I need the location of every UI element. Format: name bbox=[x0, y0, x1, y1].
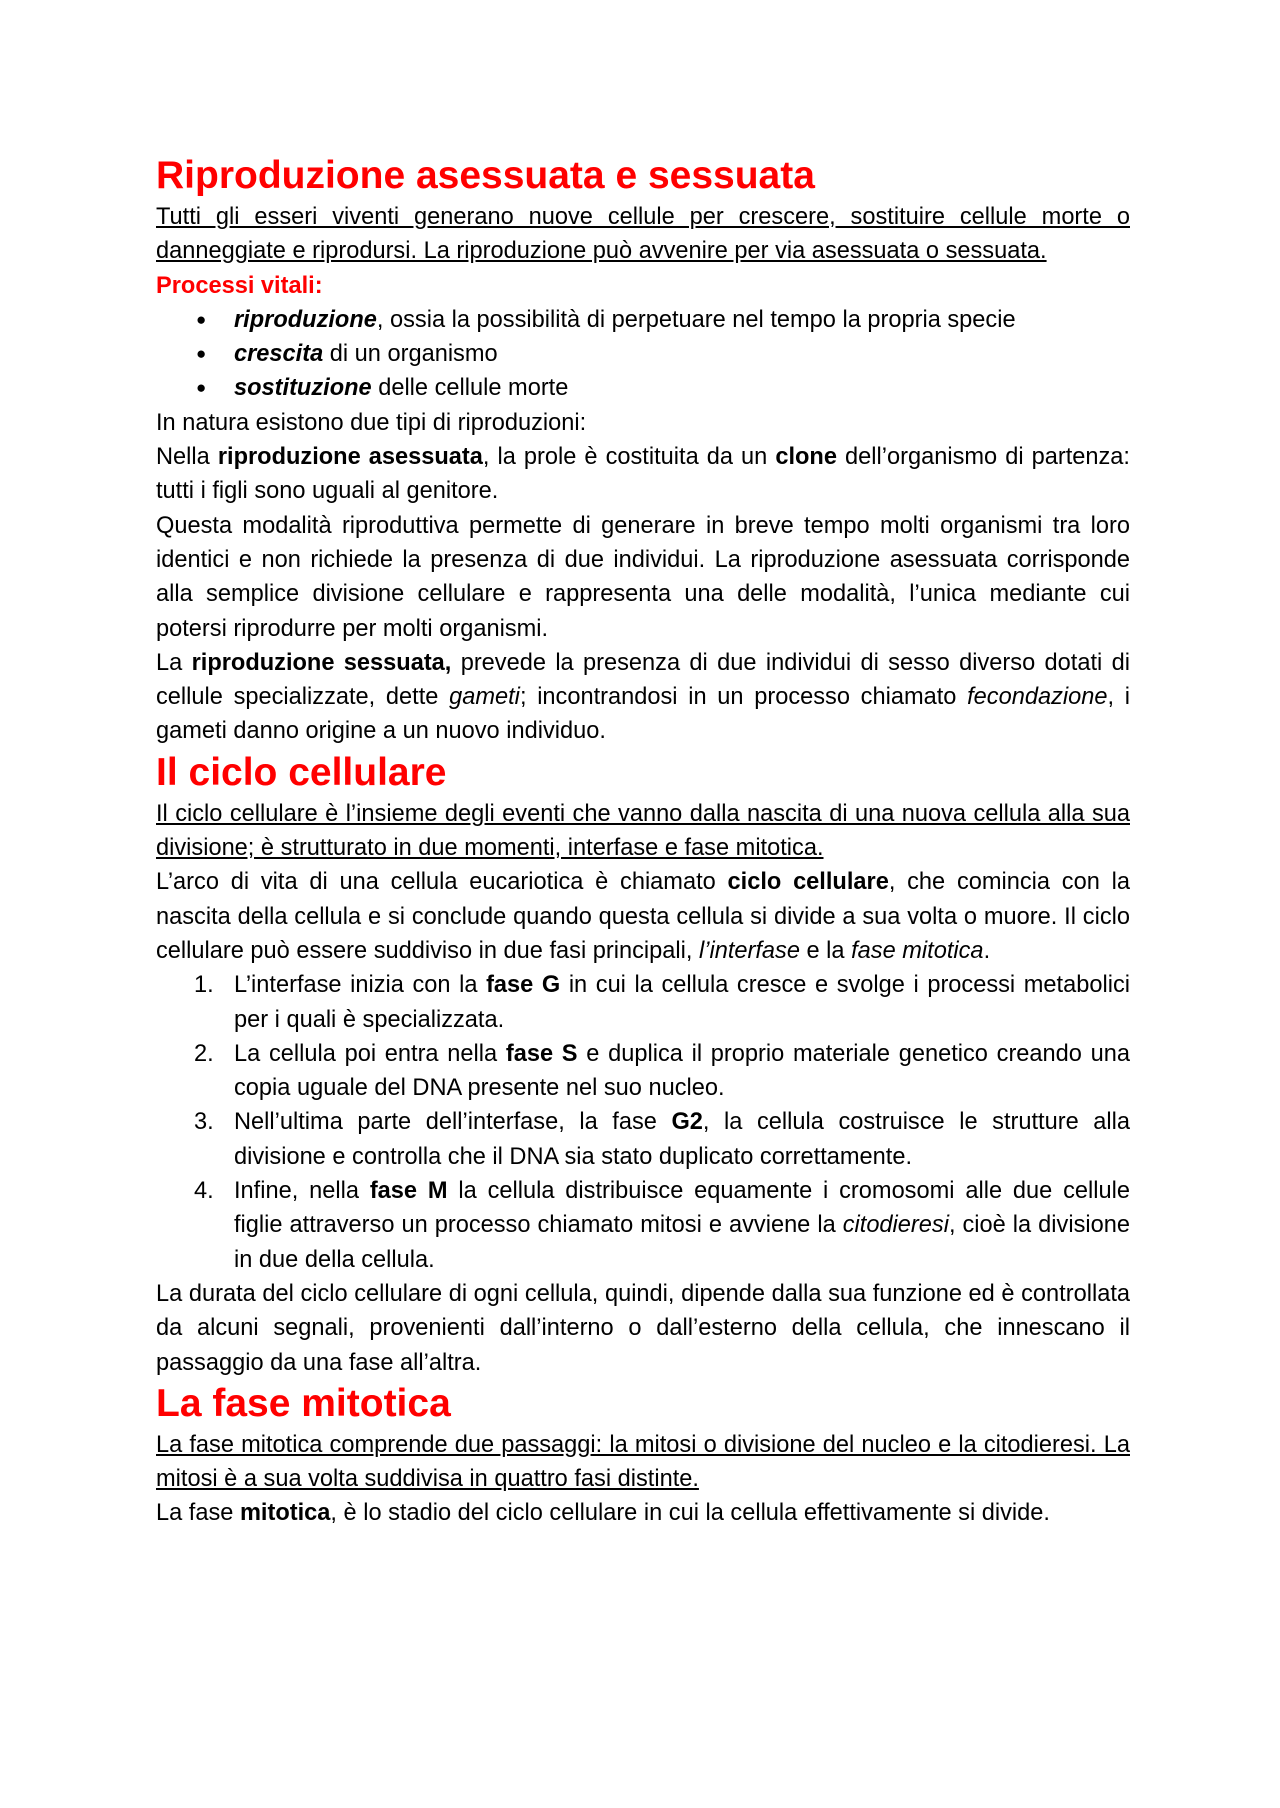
text-run: la cellula distribuisce equamente i cromosomi alle due cellule figlie attraverso un processo chiamato mitosi e avviene la bbox=[234, 1178, 1130, 1239]
paragraph: Questa modalità riproduttiva permette di generare in breve tempo molti organismi tra loro identici e non richiede la presenza di due individui. La riproduzione asessuata corrisponde alla semplice divisione cellulare e rappresenta una delle modalità, l’unica mediante cui potersi riprodurre per molti organismi. bbox=[156, 512, 1130, 642]
text-run: , è lo stadio del ciclo cellulare in cui la cellula effettivamente si divide. bbox=[330, 1500, 1050, 1527]
bold-run: fase S bbox=[505, 1040, 578, 1067]
list-item bbox=[194, 1174, 1130, 1277]
text-run: L’arco di vita di una cellula eucariotica è chiamato bbox=[156, 869, 728, 896]
italic-run: citodieresi bbox=[842, 1212, 949, 1239]
bold-run: riproduzione asessuata bbox=[217, 444, 483, 471]
text-run: ; incontrandosi in un processo chiamato bbox=[519, 684, 968, 711]
bold-run: riproduzione sessuata, bbox=[191, 649, 452, 676]
section-intro: Il ciclo cellulare è l’insieme degli eventi che vanno dalla nascita di una nuova cellula alla sua divisione; è strutturato in due momenti, interfase e fase mitotica. bbox=[156, 800, 1130, 862]
paragraph bbox=[156, 865, 1130, 968]
bullet-term: sostituzione bbox=[234, 375, 372, 402]
paragraph bbox=[156, 1496, 1130, 1530]
list-number: 4. bbox=[194, 1178, 214, 1205]
bullet-text: delle cellule morte bbox=[371, 375, 569, 402]
bullet-text: di un organismo bbox=[323, 341, 498, 368]
list-item bbox=[196, 371, 1130, 405]
paragraph: In natura esistono due tipi di riproduzioni: bbox=[156, 409, 587, 436]
section-intro: La fase mitotica comprende due passaggi: la mitosi o divisione del nucleo e la citodieresi. La mitosi è a sua volta suddivisa in quattro fasi distinte. bbox=[156, 1431, 1130, 1493]
list-item bbox=[196, 303, 1130, 337]
section-intro: Tutti gli esseri viventi generano nuove cellule per crescere, sostituire cellule morte o danneggiate e riprodursi. La riproduzione può avvenire per via asessuata o sessuata. bbox=[156, 204, 1130, 265]
bullet-term: riproduzione bbox=[234, 306, 377, 333]
text-run: e duplica il proprio materiale genetico creando una copia uguale del DNA presente nel suo nucleo. bbox=[234, 1040, 1130, 1102]
italic-run: gameti bbox=[449, 684, 520, 711]
text-run: , i gameti danno origine a un nuovo individuo. bbox=[156, 684, 1130, 745]
bullet-text: , ossia la possibilità di perpetuare nel tempo la propria specie bbox=[376, 306, 1016, 333]
bold-run: fase M bbox=[369, 1178, 448, 1205]
bullet-term: crescita bbox=[234, 341, 324, 368]
paragraph bbox=[156, 646, 1130, 749]
text-run: , la cellula costruisce le strutture alla divisione e controlla che il DNA sia stato duplicato correttamente. bbox=[234, 1109, 1130, 1170]
section-title-riproduzione: Riproduzione asessuata e sessuata bbox=[156, 154, 815, 197]
paragraph: La durata del ciclo cellulare di ogni cellula, quindi, dipende dalla sua funzione ed è controllata da alcuni segnali, provenienti dall’interno o dall’esterno della cellula, che innescano il passaggio da una fase all’altra. bbox=[156, 1280, 1130, 1376]
text-run: . bbox=[983, 937, 991, 964]
text-run: , che comincia con la nascita della cellula e si conclude quando questa cellula si divide a sua volta o muore. Il ciclo cellulare può essere suddiviso in due fasi principali, bbox=[156, 869, 1130, 964]
subheading-processi-vitali: Processi vitali: bbox=[156, 272, 323, 299]
italic-run: l’interfase bbox=[698, 937, 800, 964]
bold-run: clone bbox=[775, 444, 837, 471]
list-item bbox=[194, 1105, 1130, 1174]
numbered-list bbox=[156, 968, 1130, 1277]
bold-run: ciclo cellulare bbox=[727, 869, 889, 896]
text-run: Nell’ultima parte dell’interfase, la fase bbox=[234, 1109, 672, 1136]
text-run: La bbox=[156, 649, 192, 676]
text-run: , cioè la divisione in due della cellula. bbox=[234, 1212, 1130, 1273]
text-run: prevede la presenza di due individui di sesso diverso dotati di cellule specializzate, dette bbox=[156, 649, 1130, 711]
italic-run: fecondazione bbox=[967, 684, 1108, 711]
text-run: Infine, nella bbox=[234, 1178, 370, 1205]
text-run: , la prole è costituita da un bbox=[482, 444, 776, 471]
bullet-list bbox=[156, 303, 1130, 406]
list-number: 1. bbox=[194, 972, 214, 999]
text-run: Nella bbox=[156, 444, 218, 471]
bold-run: fase G bbox=[486, 972, 561, 999]
list-number: 3. bbox=[194, 1109, 214, 1136]
bold-run: mitotica bbox=[239, 1500, 331, 1527]
list-number: 2. bbox=[194, 1040, 214, 1067]
text-run: La fase bbox=[156, 1500, 240, 1527]
paragraph bbox=[156, 440, 1130, 509]
list-item bbox=[194, 1037, 1130, 1106]
text-run: La cellula poi entra nella bbox=[234, 1040, 506, 1067]
list-item bbox=[194, 968, 1130, 1037]
text-run: L’interfase inizia con la bbox=[234, 972, 487, 999]
list-item bbox=[196, 337, 1130, 371]
bold-run: G2 bbox=[671, 1109, 703, 1136]
section-title-ciclo-cellulare: Il ciclo cellulare bbox=[156, 750, 447, 794]
italic-run: fase mitotica bbox=[851, 937, 984, 964]
text-run: in cui la cellula cresce e svolge i processi metabolici per i quali è specializzata. bbox=[234, 972, 1130, 1033]
section-title-fase-mitotica: La fase mitotica bbox=[156, 1381, 451, 1425]
text-run: e la bbox=[799, 937, 852, 964]
text-run: dell’organismo di partenza: tutti i figli sono uguali al genitore. bbox=[156, 444, 1130, 505]
